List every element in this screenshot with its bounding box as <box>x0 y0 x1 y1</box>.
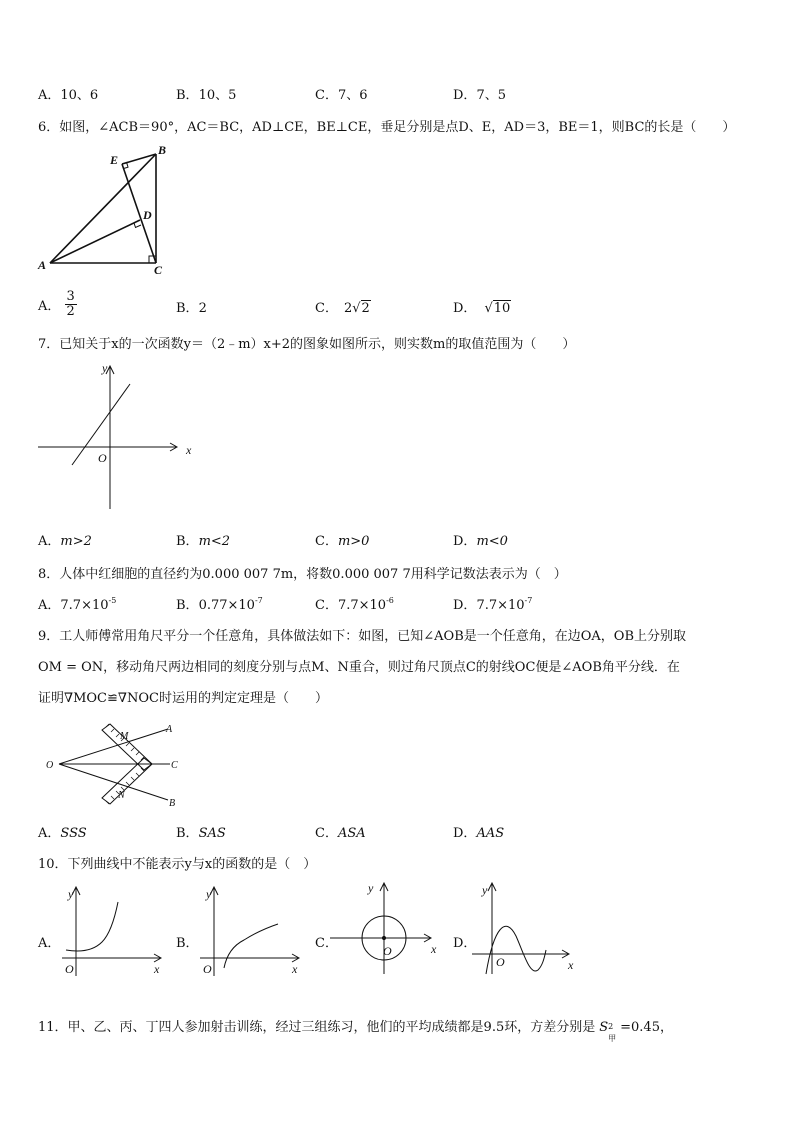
q10-d-label-o: O <box>496 955 505 969</box>
q7-option-b: B．m<2 <box>176 534 231 549</box>
q7-option-d: D．m<0 <box>453 534 508 549</box>
q10-option-d-letter: D． <box>453 936 477 951</box>
q10-b-label-x: x <box>292 962 298 976</box>
q6-fraction: $\frac{3}{2}$ <box>66 289 75 319</box>
q10-a-curve <box>66 902 118 951</box>
q10-a-label-y: y <box>68 887 74 901</box>
q8-option-d: D．$7.7\times 10^{-7}$ <box>453 596 533 613</box>
q6-label-b: B <box>158 143 167 157</box>
q10-option-c-letter: C． <box>315 936 338 951</box>
q10-d-label-y: y <box>482 883 488 897</box>
q9-label-n: N <box>118 790 125 801</box>
q7-figure <box>36 362 206 512</box>
q10-option-a-letter: A． <box>38 936 61 951</box>
q6-segment-ab <box>50 154 156 263</box>
q8-option-a: A．$7.7\times 10^{-5}$ <box>38 596 117 613</box>
q6-label-e: E <box>110 153 119 167</box>
q10-option-c-graph <box>330 878 450 978</box>
q11-stem: 11．甲、乙、丙、丁四人参加射击训练，经过三组练习，他们的平均成绩都是9.5环，方差分别是 S 2 甲 =0.45， <box>38 1020 673 1043</box>
q10-b-curve <box>224 924 278 968</box>
q10-a-label-o: O <box>65 962 74 976</box>
q9-label-o: O <box>46 760 54 771</box>
q6-segment-ad <box>50 220 140 263</box>
q9-label-a: A <box>166 724 173 735</box>
q9-label-m: M <box>120 731 129 742</box>
q7-label-y: y <box>102 361 108 375</box>
q10-option-b-letter: B． <box>176 936 199 951</box>
q5-option-c: C．7、6 <box>315 88 368 103</box>
sqrt-icon: √ <box>352 301 361 316</box>
q9-option-c: C．ASA <box>315 826 366 841</box>
q5-option-d: D．7、5 <box>453 88 506 103</box>
q9-option-b: B．SAS <box>176 826 226 841</box>
q9-stem-line3: 证明∇MOC≌∇NOC时运用的判定定理是（ ） <box>38 691 328 706</box>
q6-option-b: B．2 <box>176 301 207 316</box>
q10-a-label-x: x <box>154 962 160 976</box>
q8-stem: 8．人体中红细胞的直径约为0.000 007 7m，将数0.000 007 7用科学记数法表示为（ ） <box>38 567 567 582</box>
q6-option-a: A． $\frac{3}{2}$ <box>38 289 75 319</box>
q9-label-b: B <box>169 798 176 809</box>
q9-option-d: D．AAS <box>453 826 505 841</box>
q5-option-a: A．10、6 <box>38 88 99 103</box>
sqrt-icon: √ <box>484 301 493 316</box>
q10-d-curve <box>486 926 546 974</box>
q10-c-label-x: x <box>431 942 437 956</box>
q9-stem-line2: OM = ON，移动角尺两边相同的刻度分别与点M、N重合，则过角尺顶点C的射线OC便是∠AOB角平分线．在 <box>38 660 680 675</box>
q5-option-b: B．10、5 <box>176 88 237 103</box>
q6-stem: 6．如图，∠ACB＝90°，AC＝BC，AD⊥CE，BE⊥CE，垂足分别是点D、E，AD＝3，BE＝1，则BC的长是（ ） <box>38 120 736 135</box>
q8-option-b: B．$0.77\times 10^{-7}$ <box>176 596 263 613</box>
q9-label-c: C <box>171 760 178 771</box>
q8-option-c: C．$7.7\times 10^{-6}$ <box>315 596 394 613</box>
q9-stem-line1: 9．工人师傅常用角尺平分一个任意角，具体做法如下：如图，已知∠AOB是一个任意角，在边OA，OB上分别取 <box>38 629 687 644</box>
q10-c-label-y: y <box>368 881 374 895</box>
q9-option-a: A．SSS <box>38 826 87 841</box>
q6-label-a: A <box>38 258 47 272</box>
q9-ray-ob <box>59 764 168 800</box>
q7-label-o: O <box>98 451 107 465</box>
q9-figure <box>40 718 190 813</box>
q7-option-a: A．m>2 <box>38 534 92 549</box>
q6-figure <box>30 140 180 280</box>
q10-d-label-x: x <box>568 958 574 972</box>
q10-option-a-graph <box>60 884 170 980</box>
q6-label-d: D <box>143 208 152 222</box>
q10-stem: 10．下列曲线中不能表示y与x的函数的是（ ） <box>38 857 317 872</box>
q10-c-label-o: O <box>383 944 392 958</box>
q6-label-c: C <box>154 263 163 277</box>
q7-label-x: x <box>186 443 192 457</box>
q10-option-b-graph <box>198 884 308 980</box>
q7-option-c: C．m>0 <box>315 534 370 549</box>
q6-option-c: C． 2√2 <box>315 301 370 316</box>
q10-b-label-o: O <box>203 962 212 976</box>
q9-ray-oa <box>59 729 168 764</box>
q6-option-d: D． √10 <box>453 301 511 316</box>
q10-b-label-y: y <box>206 887 212 901</box>
q7-stem: 7．已知关于x的一次函数y＝（2﹣m）x+2的图象如图所示，则实数m的取值范围为（ ） <box>38 337 576 352</box>
q10-option-d-graph <box>470 880 590 976</box>
